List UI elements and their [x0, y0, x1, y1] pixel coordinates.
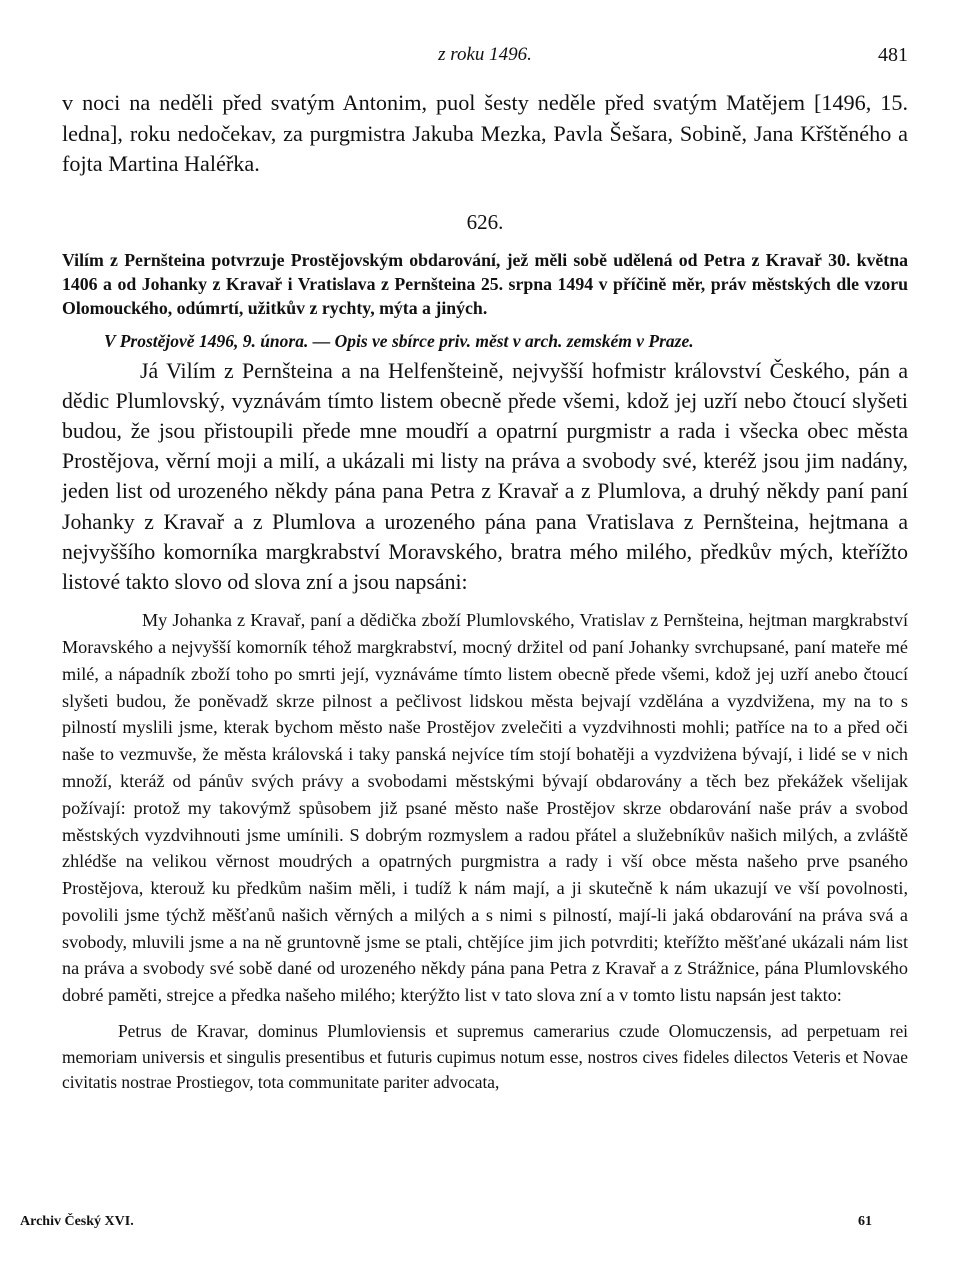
latin-charter-text: Petrus de Kravar, dominus Plumloviensis et supremus camerarius czude Olomuczensis, ad perpetuam rei memoriam universis et singulis presentibus et futuris cupimus notum esse, nostros cives fideles dilectos Veteris et Novae civitatis nostrae Prostiegov, tota communitate pariter advocata, — [62, 1021, 908, 1093]
main-text: Já Vilím z Pernšteina a na Helfenšteině, nejvyšší hofmistr království Českého, pán a dědic Plumlovský, vyznávám tímto listem obecně přede všemi, kdož jej uzří nebo čtoucí slyšeti budou, že jsou přistoupili přede mne moudří a opatrní purgmistr a rada i všecka obec města Prostějova, věrní moji a milí, a ukázali mi listy na práva a svobody své, kteréž jsou jim nadány, jeden list od urozeného někdy pána pana Petra z Kravař a z Plumlova, a druhý někdy paní paní Johanky z Kravař a z Plumlova a urozeného pána pana Vratislava z Pernšteina, hejtmana a nejvyššího komorníka margkrabství Moravského, bratra mého milého, předkův mých, kteřížto listové takto slovo od slova zní a jsou napsáni: — [62, 358, 908, 594]
document-page — [62, 38, 908, 1096]
page-header — [62, 38, 908, 72]
footer-signature: Archiv Český XVI. — [20, 1214, 134, 1229]
page-footer — [0, 1214, 960, 1236]
document-dating: V Prostějově 1496, 9. února. — Opis ve sbírce priv. měst v arch. zemském v Praze. — [104, 330, 694, 351]
page-number: 481 — [878, 44, 908, 66]
footer-sheet-number: 61 — [858, 1214, 872, 1229]
running-title: z roku 1496. — [438, 44, 532, 65]
quoted-charter-text: My Johanka z Kravař, paní a dědička zboží Plumlovského, Vratislav z Pernšteina, hejtman margkrabství Moravského a nejvyšší komorník téhož margkrabství, mocný držitel od paní Johanky svrchupsané, paní mateře mé milé, a nápadník zboží toho po smrti její, vyznáváme tímto listem obecně přede všemi, kdož jej uzří anebo čtoucí slyšeti budou, že poněvadž skrze pilnost a pečlivost lidskou města bejvají vzdělána a vyzdvižena, my na to s pilností myslili jsme, kterak bychom město naše Prostějov zvelečiti a vyzdvihnosti mohli; patříce na to a před oči naše to vezmuvše, že města královská i taky panská nejvíce tím stojí bohatěji a vyzdviżena bývají, i lidé se v nich množí, kteráž od pánův svých právy a svobodami městskými bývají obdarovány a těch bez překážek všelijak požívají: protož my takovýmž spůsobem již psané město naše Prostějov skrze obdarování naše práv a svobod městských vyzdvihnouti jsme umínili. S dobrým rozmyslem a radou přátel a služebníkův našich milých, a zvláště zhlédše na velikou věrnost moudrých a opatrných purgmistra a rady i vší obce města našeho prve psaného Prostějova, kterouž ku předkům našim měli, i tudíž k nám mají, a ji skutečně k nám ukazují ve vší povolnosti, povolili jsme týchž měšťanů našich věrných a milých a s nimi s pilností, mají-li jaká obdarování na práva svá a svobody, mluvili jsme a na ně gruntovně jsme se ptali, chtějíce jim jich potvrditi; kteřížto měšťané ukázali nám list na práva a svobody své sobě dané od urozeného někdy pána pana Petra z Kravař a z Strážnice, pána Plumlovského dobré paměti, strejce a předka našeho milého; kterýžto list v tato slova zní a v tomto listu napsán jest takto: — [62, 610, 908, 1006]
intro-paragraph: v noci na neděli před svatým Antonim, puol šesty neděle před svatým Matějem [1496, 15. ledna], roku nedočekav, za purgmistra Jakuba Mezka, Pavla Šešara, Sobině, Jana Křštěného a fojta Martina Haléřka. — [62, 90, 908, 176]
document-regest: Vilím z Pernšteina potvrzuje Prostějovským obdarování, jež měli sobě udělená od Petra z Kravař 30. května 1406 a od Johanky z Kravař i Vratislava z Pernšteina 25. srpna 1494 v příčině měr, práv městských dle vzoru Olomouckého, odúmrtí, užitkův z rychty, mýta a jiných. — [62, 249, 908, 318]
document-number: 626. — [466, 209, 504, 234]
